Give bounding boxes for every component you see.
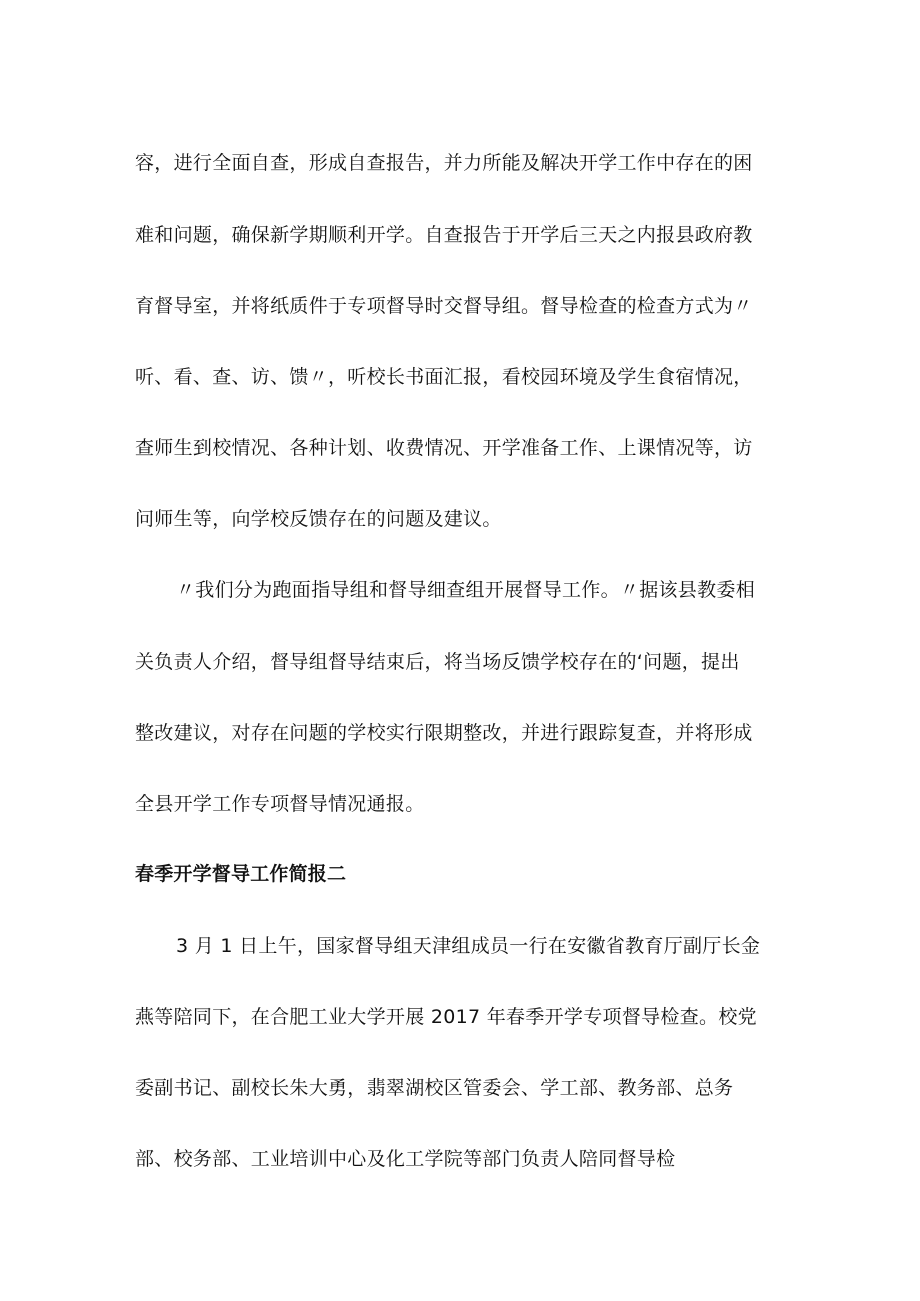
paragraph-line: 委副书记、副校长朱大勇，翡翠湖校区管委会、学工部、教务部、总务 bbox=[135, 1077, 734, 1099]
paragraph-line: 听、看、查、访、馈〃，听校长书面汇报，看校园环境及学生食宿情况， bbox=[135, 366, 753, 388]
paragraph-line: 整改建议，对存在问题的学校实行限期整改，并进行跟踪复查，并将形成 bbox=[135, 722, 753, 744]
paragraph-line: 容，进行全面自查，形成自查报告，并力所能及解决开学工作中存在的困 bbox=[135, 152, 753, 174]
paragraph-line: 关负责人介绍，督导组督导结束后，将当场反馈学校存在的‘问题，提出 bbox=[135, 651, 740, 673]
paragraph-line: 部、校务部、工业培训中心及化工学院等部门负责人陪同督导检 bbox=[135, 1148, 676, 1170]
paragraph-line: 育督导室，并将纸质件于专项督导时交督导组。督导检查的检查方式为〃 bbox=[135, 295, 753, 317]
paragraph-line: 全县开学工作专项督导情况通报。 bbox=[135, 793, 425, 815]
paragraph-line: 查师生到校情况、各种计划、收费情况、开学准备工作、上课情况等，访 bbox=[135, 437, 753, 459]
paragraph-line: 难和问题，确保新学期顺利开学。自查报告于开学后三天之内报县政府教 bbox=[135, 224, 753, 246]
paragraph-line: 3 月 1 日上午，国家督导组天津组成员一行在安徽省教育厅副厅长金 bbox=[176, 935, 761, 957]
section-heading: 春季开学督导工作简报二 bbox=[135, 863, 347, 885]
paragraph-line: 〃我们分为跑面指导组和督导细查组开展督导工作。〃据该县教委相 bbox=[176, 579, 756, 601]
paragraph-line: 燕等陪同下，在合肥工业大学开展 2017 年春季开学专项督导检查。校党 bbox=[135, 1006, 757, 1028]
paragraph-line: 问师生等，向学校反馈存在的问题及建议。 bbox=[135, 508, 502, 530]
